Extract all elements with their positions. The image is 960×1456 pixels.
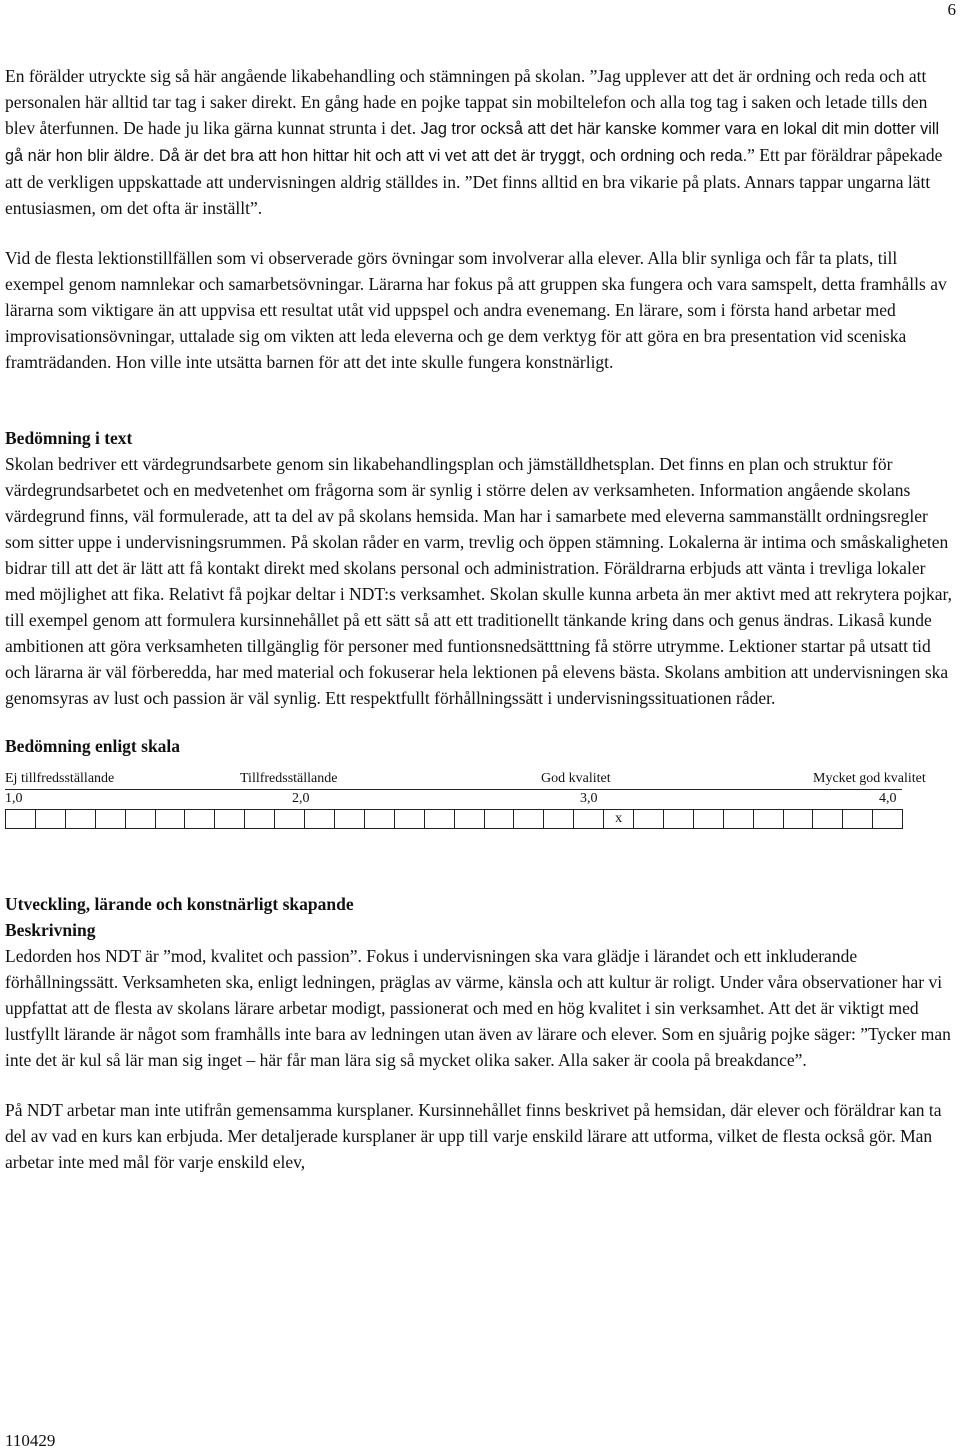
scale-cell (514, 809, 544, 829)
section-subheading: Beskrivning (5, 920, 96, 940)
scale-cell (245, 809, 275, 829)
scale-cell (66, 809, 96, 829)
scale-cell (275, 809, 305, 829)
scale-number-3: 3,0 (580, 791, 598, 806)
scale-cell (754, 809, 784, 829)
scale-cell (544, 809, 574, 829)
scale-cell (185, 809, 215, 829)
page-number: 6 (947, 0, 956, 19)
scale-label-1: Ej tillfredsställande (5, 771, 115, 786)
parent-quote-part-1: En förälder utryckte sig så här angående likabehandling och stämningen på skolan. ”Jag upplever att det är ordning och reda och att personalen här alltid tar tag i saker direkt. En gång hade en pojke tappat sin mobiltelefon och alla tog tag i saken och letade tills den blev återfunnen. De hade ju lika gärna kunnat strunta i det. (5, 66, 928, 138)
description-paragraph-2: På NDT arbetar man inte utifrån gemensamma kursplaner. Kursinnehållet finns beskrivet på hemsidan, där elever och föräldrar kan ta del av vad en kurs kan erbjuda. Mer detaljerade kursplaner är upp till varje enskild lärare att utforma, vilket de flesta också gör. Man arbetar inte med mål för varje enskild elev, (5, 1100, 942, 1172)
scale-cell (784, 809, 814, 829)
scale-cell (724, 809, 754, 829)
scale-cell (425, 809, 455, 829)
scale-divider (5, 789, 902, 790)
scale-cell (36, 809, 66, 829)
scale-cell (843, 809, 873, 829)
scale-cell (604, 809, 634, 829)
assessment-scale-heading: Bedömning enligt skala (5, 736, 181, 756)
scale-cell (126, 809, 156, 829)
scale-cell (664, 809, 694, 829)
observation-paragraph: Vid de flesta lektionstillfällen som vi observerade görs övningar som involverar alla elever. Alla blir synliga och får ta plats, till exempel genom namnlekar och samarbetsövningar. Lärarna har fokus på att gruppen ska fungera och vara samspelt, detta framhålls av lärarna som viktigare än att uppvisa ett resultat utåt vid uppspel och andra evenemang. En lärare, som i första hand arbetar med improvisationsövningar, uttalade sig om vikten att leda eleverna och ge dem verktyg för att göra en bra presentation vid sceniska framträdanden. Hon ville inte utsätta barnen för att det inte skulle fungera konstnärligt. (5, 248, 947, 372)
parent-quote-part-2: Jag tror också att det här kanske kommer vara en lokal dit min dotter vill gå när hon blir äldre. Då är det bra att hon hittar hit och att vi vet att det är tryggt, och ordning och reda. (5, 120, 940, 165)
section-heading: Utveckling, lärande och konstnärligt skapande (5, 894, 354, 914)
scale-cell (634, 809, 664, 829)
scale-number-1: 1,0 (5, 791, 23, 806)
scale-cell (156, 809, 186, 829)
scale-cell (365, 809, 395, 829)
scale-cell (96, 809, 126, 829)
scale-cell (335, 809, 365, 829)
scale-number-2: 2,0 (292, 791, 310, 806)
scale-label-2: Tillfredsställande (240, 771, 338, 786)
scale-cell (485, 809, 515, 829)
scale-cell (455, 809, 485, 829)
scale-cell (6, 809, 36, 829)
assessment-text-body: Skolan bedriver ett värdegrundsarbete genom sin likabehandlingsplan och jämställdhetsplan. Det finns en plan och struktur för värdegrundsarbetet och en medvetenhet om frågorna som är synlig i större delen av verksamheten. Information angående skolans värdegrund finns, väl formulerade, att ta del av på skolans hemsida. Man har i samarbete med eleverna sammanställt ordningsregler som sitter uppe i undervisningsrummen. På skolan råder en varm, trevlig och öppen stämning. Lokalerna är intima och småskaligheten bidrar till att det är lätt att få kontakt direkt med skolans personal och administration. Föräldrarna erbjuds att vänta i trevliga lokaler med möjlighet att fika. Relativt få pojkar deltar i NDT:s verksamhet. Skolan skulle kunna arbeta än mer aktivt med att rekrytera pojkar, till exempel genom att formulera kursinnehållet på ett sätt så att ett traditionellt tänkande kring dans och genus ändras. Likaså kunde ambitionen att göra verksamheten tillgänglig för personer med funtionsnedsätttning få större utrymme. Lektioner startar på utsatt tid och lärarna är väl förberedda, har med material och fokuserar hela lektionen på elevens bästa. Skolans ambition att undervisningen ska genomsyras av lust och passion är väl synlig. Ett respektfullt förhållningssätt i undervisningssituationen råder. (5, 454, 953, 708)
scale-cell (215, 809, 245, 829)
scale-cell (813, 809, 843, 829)
scale-cell (305, 809, 335, 829)
scale-cell (694, 809, 724, 829)
scale-cell (395, 809, 425, 829)
parent-quote-part-3: ” Ett par föräldrar påpekade att de verkligen uppskattade att undervisningen aldrig ställdes in. ”Det finns alltid en bra vikarie på plats. Annars tappar ungarna lätt entusiasmen, om det ofta är inställt”. (5, 145, 943, 218)
document-body (5, 63, 957, 1175)
scale-cell (873, 809, 903, 829)
scale-number-4: 4,0 (879, 791, 897, 806)
assessment-text-heading: Bedömning i text (5, 428, 133, 448)
scale-mark: x (615, 811, 623, 826)
scale-cell (574, 809, 604, 829)
footer-document-id: 110429 (5, 1431, 56, 1450)
description-paragraph-1: Ledorden hos NDT är ”mod, kvalitet och passion”. Fokus i undervisningen ska vara glädje i lärandet och ett inkluderande förhållningssätt. Verksamheten ska, enligt ledningen, präglas av värme, känsla och att kultur är roligt. Under våra observationer har vi uppfattat att de flesta av skolans lärare arbetar modigt, passionerat och med en hög kvalitet i sin verksamhet. Att det är viktigt med lustfyllt lärande är något som framhålls inte bara av ledningen utan även av lärare och elever. Som en sjuårig pojke säger: ”Tycker man inte det är kul så lär man sig inget – här får man lära sig så mycket olika saker. Alla saker är coola på breakdance”. (5, 946, 951, 1070)
scale-label-4: Mycket god kvalitet (813, 771, 926, 786)
assessment-scale (5, 769, 957, 829)
scale-label-3: God kvalitet (541, 771, 611, 786)
scale-cells (5, 809, 903, 829)
parent-quote-paragraph (5, 63, 957, 221)
